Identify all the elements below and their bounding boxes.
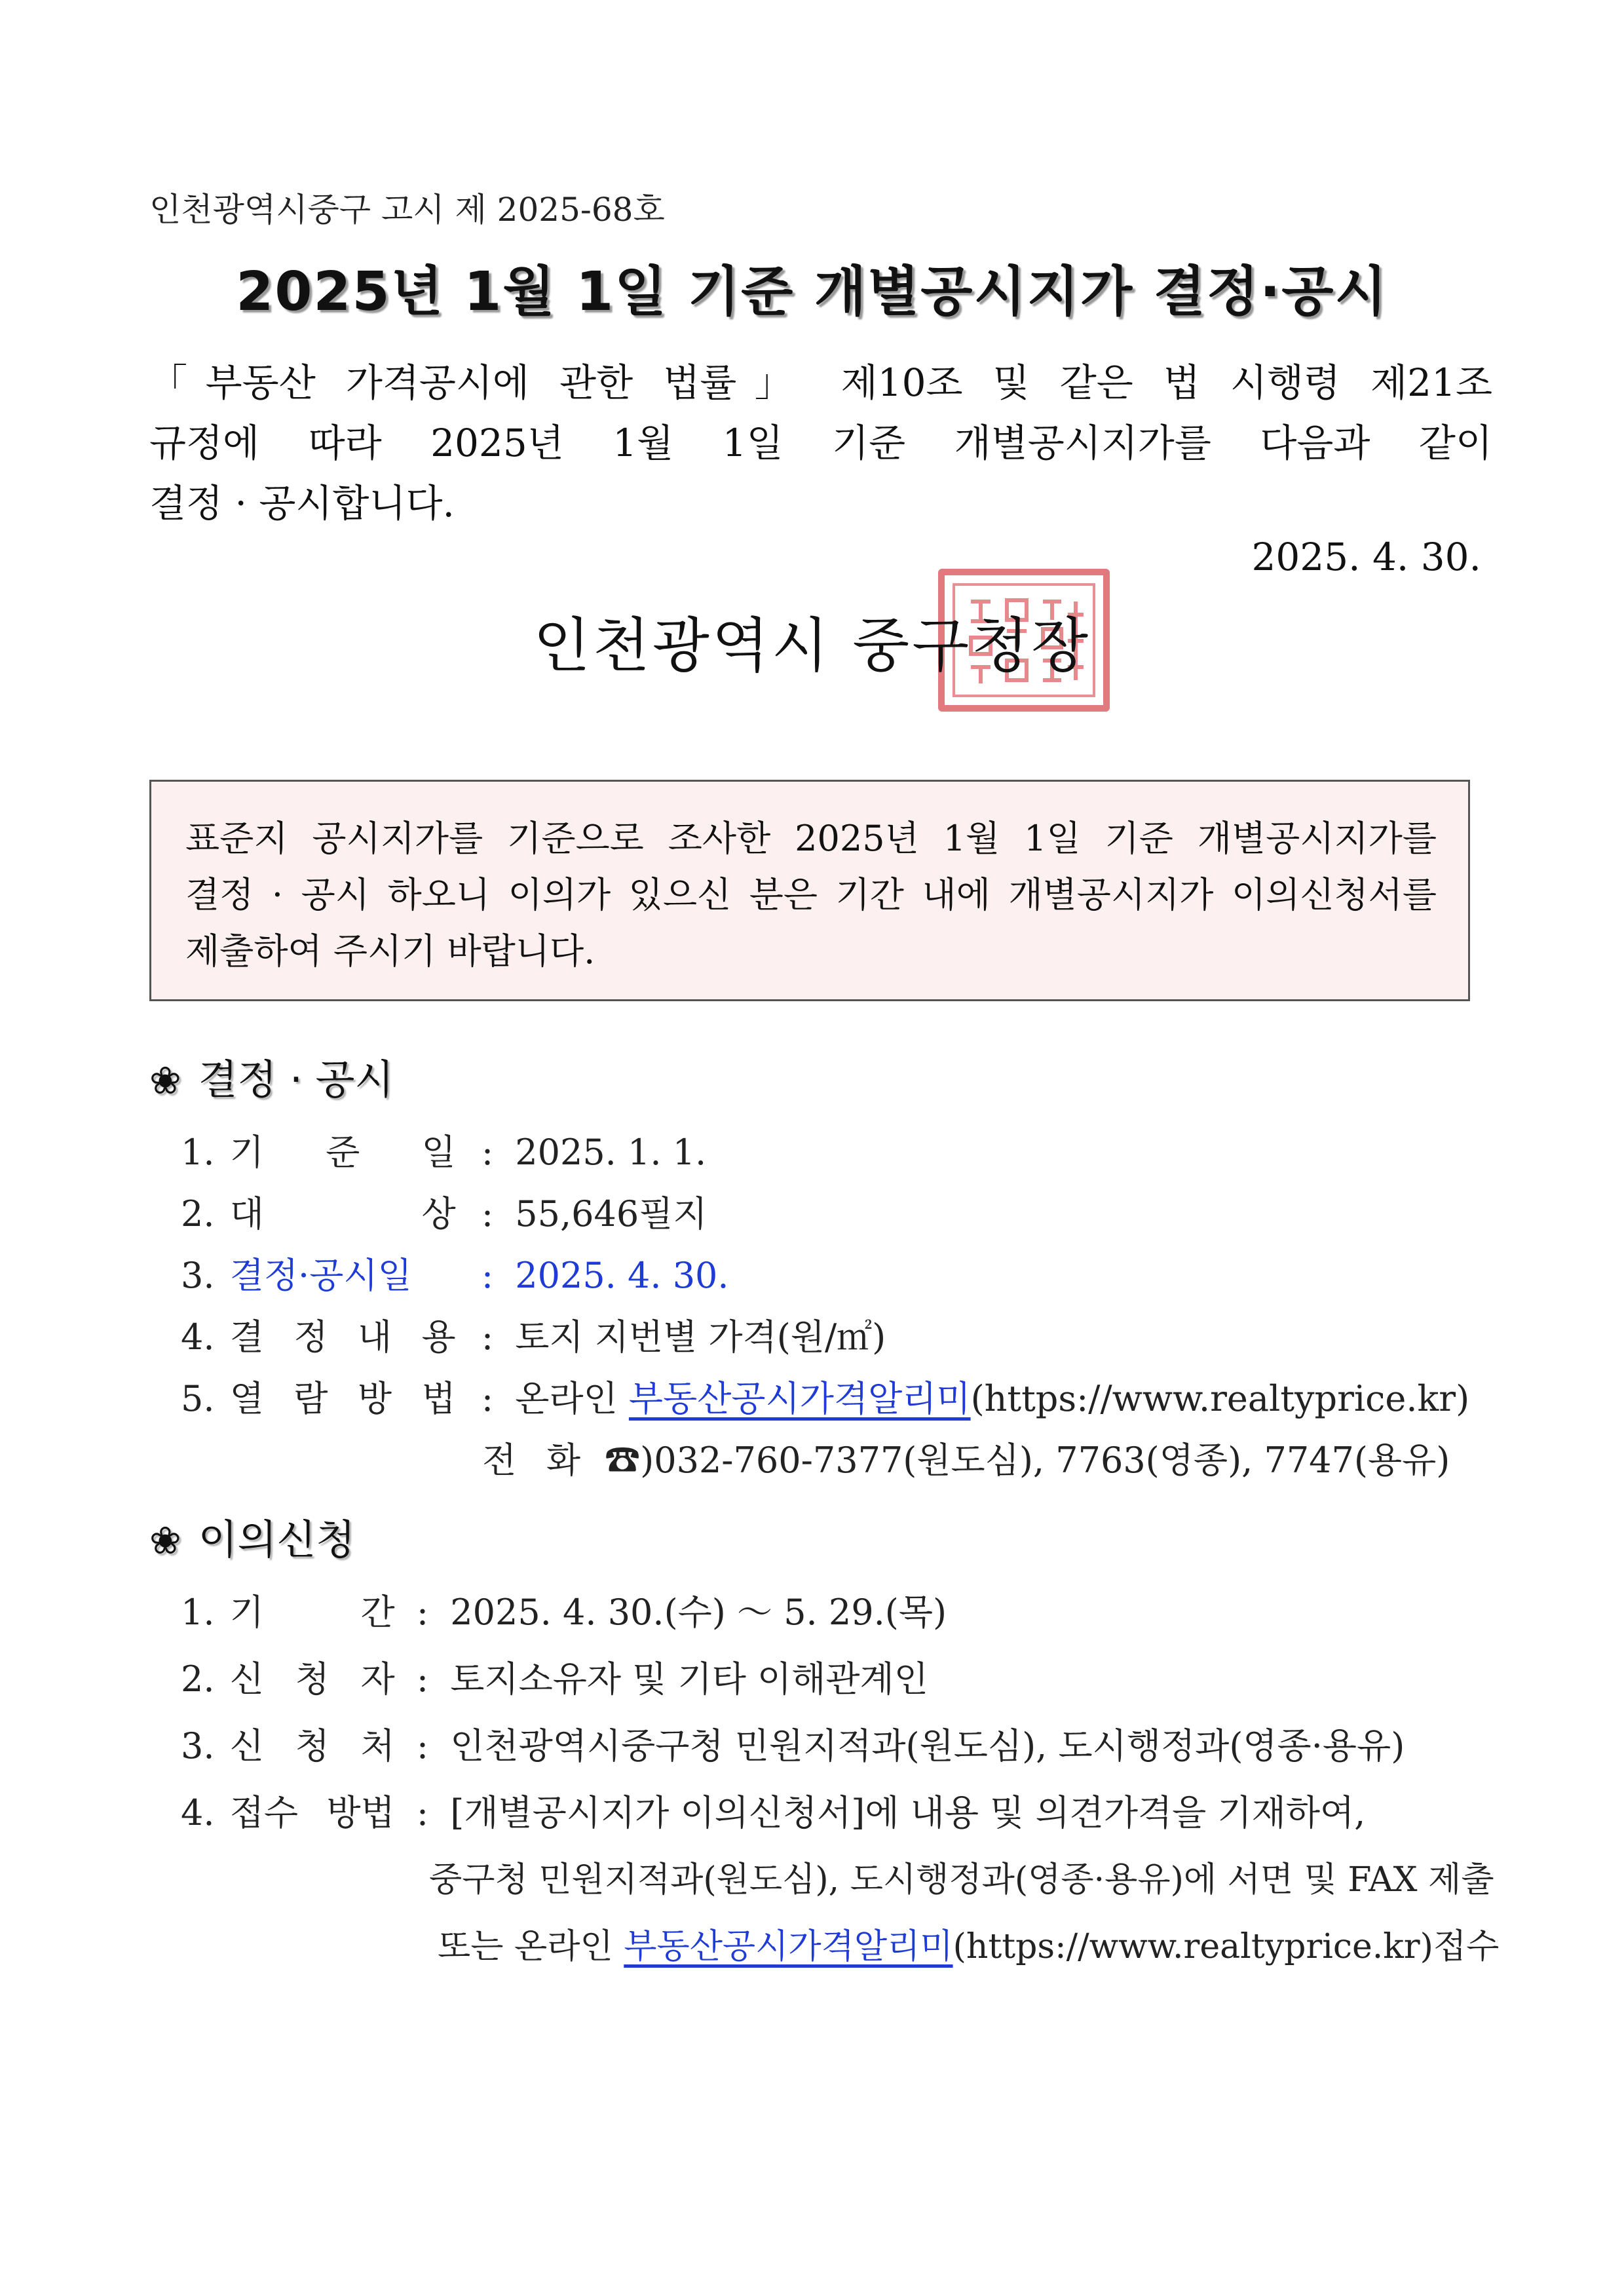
objection-method-cont-2	[438, 1919, 1499, 1968]
section-heading-label: 결정 · 공시	[198, 1056, 394, 1103]
section-heading-objection	[149, 1507, 355, 1565]
item-label: 접수 방법	[229, 1792, 395, 1833]
item-number: 2.	[181, 1193, 215, 1234]
notice-box	[149, 780, 1470, 1001]
item-number: 5.	[181, 1378, 215, 1419]
item-separator: :	[416, 1725, 429, 1767]
telephone-icon: ☎	[605, 1440, 641, 1481]
item-value: 인천광역시중구청 민원지적과(원도심), 도시행정과(영종·용유)	[450, 1725, 1405, 1767]
notice-box-line: 결정 · 공시 하오니 이의가 있으신 분은 기간 내에 개별공시지가 이의신청서를	[185, 874, 1437, 915]
item-number: 1.	[181, 1592, 215, 1633]
item-number: 4.	[181, 1792, 215, 1833]
flower-bullet-icon: ❀	[149, 1058, 181, 1103]
decision-item-content	[181, 1309, 886, 1360]
phone-numbers: )032-760-7377(원도심), 7763(영종), 7747(용유)	[640, 1440, 1450, 1481]
item-separator: :	[481, 1255, 494, 1296]
item-number: 4.	[181, 1316, 215, 1358]
item-label: 기 준 일	[229, 1132, 456, 1173]
item-label: 신 청 자	[229, 1658, 395, 1700]
objection-item-office	[181, 1718, 1405, 1769]
item-number: 2.	[181, 1658, 215, 1700]
item-value: 2025. 4. 30.(수) ～ 5. 29.(목)	[450, 1592, 947, 1633]
intro-line: 결정 · 공시합니다.	[149, 481, 455, 526]
flower-bullet-icon: ❀	[149, 1518, 181, 1563]
item-value: 2025. 1. 1.	[515, 1132, 707, 1173]
item-separator: :	[416, 1658, 429, 1700]
cont-prefix: 또는 온라인	[438, 1927, 624, 1966]
objection-item-applicant	[181, 1651, 928, 1702]
item-value: 2025. 4. 30.	[515, 1255, 729, 1296]
item-number: 3.	[181, 1725, 215, 1767]
item-separator: :	[416, 1792, 429, 1833]
page-title: 2025년 1월 1일 기준 개별공시지가 결정·공시	[236, 261, 1388, 323]
realtyprice-link[interactable]: 부동산공시가격알리미	[628, 1378, 971, 1419]
intro-paragraph	[149, 353, 1492, 533]
item-number: 3.	[181, 1255, 215, 1296]
decision-item-target	[181, 1186, 708, 1236]
item-separator: :	[416, 1592, 429, 1633]
notice-number: 인천광역시중구 고시 제 2025-68호	[149, 191, 665, 229]
item-value: 토지소유자 및 기타 이해관계인	[450, 1658, 928, 1700]
item-label: 기 간	[229, 1592, 395, 1633]
item-number: 1.	[181, 1132, 215, 1173]
phone-label: 전 화	[482, 1440, 580, 1481]
realtyprice-link[interactable]: 부동산공시가격알리미	[624, 1927, 953, 1966]
item-label: 신 청 처	[229, 1725, 395, 1767]
decision-item-viewing-method	[181, 1371, 1469, 1421]
objection-method-cont-1: 중구청 민원지적과(원도심), 도시행정과(영종·용유)에 서면 및 FAX 제출	[429, 1860, 1494, 1900]
item-separator: :	[481, 1193, 494, 1234]
item-separator: :	[481, 1316, 494, 1358]
intro-line: 규정에 따라 2025년 1월 1일 기준 개별공시지가를 다음과 같이	[149, 421, 1492, 465]
item-label: 결정·공시일	[229, 1255, 412, 1296]
decision-item-announce-date	[181, 1248, 729, 1298]
decision-item-base-date	[181, 1124, 706, 1175]
section-heading-decision	[149, 1047, 394, 1105]
notice-date: 2025. 4. 30.	[1251, 535, 1481, 579]
notice-box-line: 제출하여 주시기 바랍니다.	[185, 930, 595, 972]
item-separator: :	[481, 1132, 494, 1173]
item-label: 열 람 방 법	[229, 1378, 456, 1419]
item-value: [개별공시지가 이의신청서]에 내용 및 의견가격을 기재하여,	[450, 1792, 1366, 1833]
notice-box-line: 표준지 공시지가를 기준으로 조사한 2025년 1월 1일 기준 개별공시지가를	[185, 818, 1437, 859]
item-value: 토지 지번별 가격(원/㎡)	[515, 1316, 886, 1358]
intro-line: 「부동산 가격공시에 관한 법률」 제10조 및 같은 법 시행령 제21조	[149, 360, 1492, 405]
item-value-url: (https://www.realtyprice.kr)	[970, 1378, 1470, 1419]
issuer-name: 인천광역시 중구청장	[533, 611, 1091, 680]
notice-box-text	[185, 811, 1437, 980]
objection-item-method	[181, 1785, 1365, 1835]
item-separator: :	[481, 1378, 494, 1419]
section-heading-label: 이의신청	[198, 1516, 356, 1563]
item-label: 결 정 내 용	[229, 1316, 456, 1358]
objection-item-period	[181, 1584, 947, 1635]
item-value-prefix: 온라인	[515, 1378, 629, 1419]
item-value: 55,646필지	[515, 1193, 708, 1234]
cont-suffix: (https://www.realtyprice.kr)접수	[953, 1927, 1500, 1966]
decision-item-phone	[482, 1432, 1450, 1483]
item-label: 대 상	[229, 1193, 456, 1234]
